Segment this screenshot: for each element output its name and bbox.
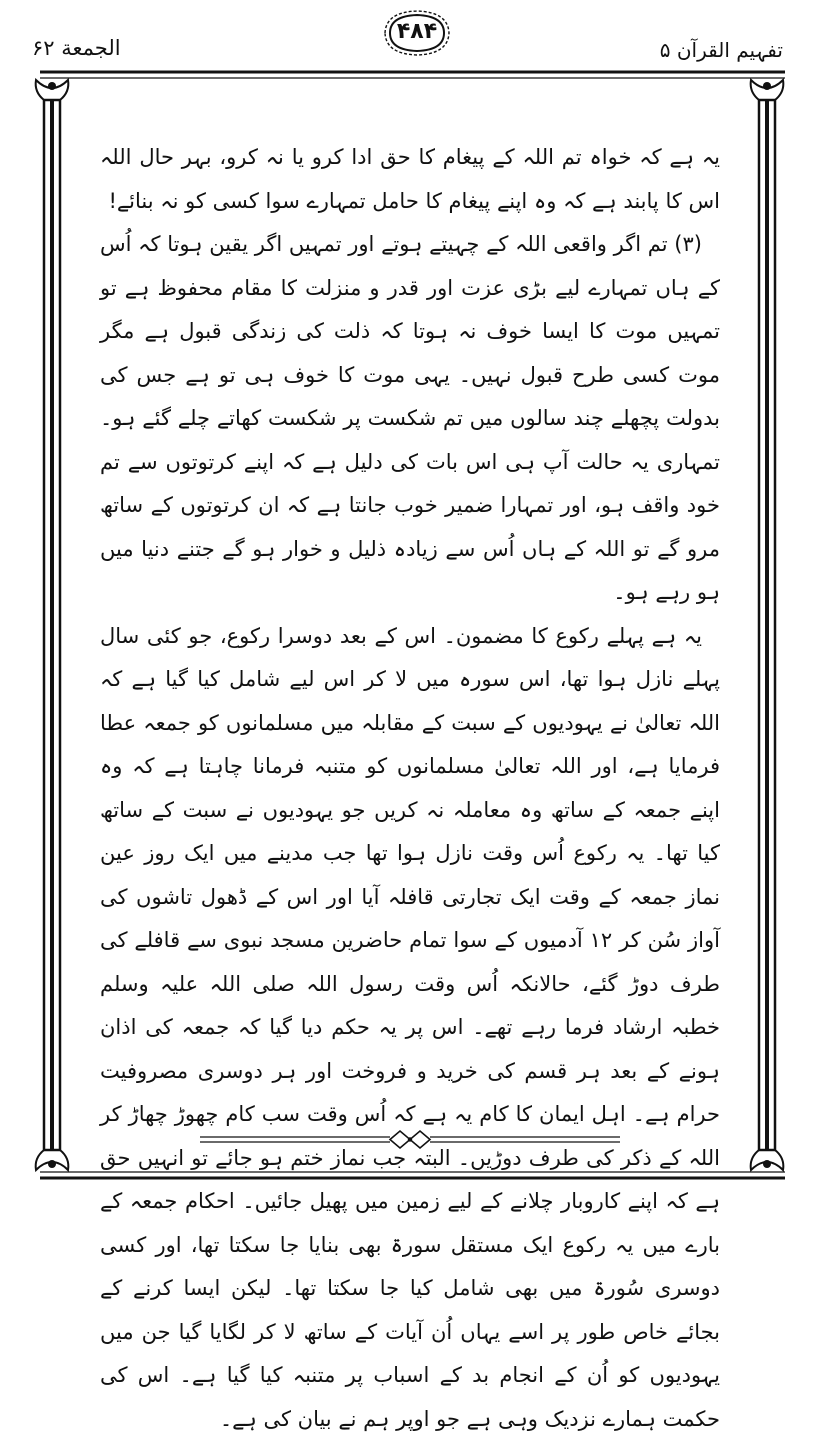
- page-number-medallion: [382, 10, 452, 56]
- paragraph-2: (۳) تم اگر واقعی اللہ کے چہیتے ہوتے اور تمہیں اگر یقین ہوتا کہ اُس کے ہاں تمہارے لیے بڑی عزت اور قدر و منزلت کا مقام محفوظ ہے تو تمہیں موت کا ایسا خوف نہ ہوتا کہ ذلت کی زندگی قبول ہے مگر موت کسی طرح قبول نہیں۔ یہی موت کا خوف ہی تو ہے جس کی بدولت پچھلے چند سالوں میں تم شکست پر شکست کھاتے چلے گئے ہو۔ تمہاری یہ حالت آپ ہی اس بات کی دلیل ہے کہ اپنے کرتوتوں سے تم خود واقف ہو، اور تمہارا ضمیر خوب جانتا ہے کہ ان کرتوتوں کے ساتھ مرو گے تو اللہ کے ہاں اُس سے زیادہ ذلیل و خوار ہو گے جتنے دنیا میں ہو رہے ہو۔: [100, 223, 720, 615]
- surah-label: الجمعة ۶۲: [32, 36, 192, 60]
- page-body: [100, 140, 720, 1080]
- page-number: ۴۸۴: [382, 19, 452, 44]
- paragraph-3: یہ ہے پہلے رکوع کا مضمون۔ اس کے بعد دوسرا رکوع، جو کئی سال پہلے نازل ہوا تھا، اس سورہ میں لا کر اس لیے شامل کیا گیا ہے کہ اللہ تعالیٰ نے یہودیوں کے سبت کے مقابلہ میں مسلمانوں کو جمعہ عطا فرمایا ہے، اور اللہ تعالیٰ مسلمانوں کو متنبہ فرمانا چاہتا ہے کہ وہ اپنے جمعہ کے ساتھ وہ معاملہ نہ کریں جو یہودیوں نے سبت کے ساتھ کیا تھا۔ یہ رکوع اُس وقت نازل ہوا تھا جب مدینے میں ایک روز عین نماز جمعہ کے وقت ایک تجارتی قافلہ آیا اور اس کے ڈھول تاشوں کی آواز سُن کر ۱۲ آدمیوں کے سوا تمام حاضرین مسجد نبوی سے قافلے کی طرف دوڑ گئے، حالانکہ اُس وقت رسول اللہ صلی اللہ علیہ وسلم خطبہ ارشاد فرما رہے تھے۔ اس پر یہ حکم دیا گیا کہ جمعہ کی اذان ہونے کے بعد ہر قسم کی خرید و فروخت اور ہر دوسری مصروفیت حرام ہے۔ اہل ایمان کا کام یہ ہے کہ اُس وقت سب کام چھوڑ چھاڑ کر اللہ کے ذکر کی طرف دوڑیں۔ البتہ جب نماز ختم ہو جائے تو انہیں حق ہے کہ اپنے کاروبار چلانے کے لیے زمین میں پھیل جائیں۔ احکام جمعہ کے بارے میں یہ رکوع ایک مستقل سورۃ بھی بنایا جا سکتا تھا، اور کسی دوسری سُورۃ میں بھی شامل کیا جا سکتا تھا۔ لیکن ایسا کرنے کے بجائے خاص طور پر اسے یہاں اُن آیات کے ساتھ لا کر لگایا گیا جن میں یہودیوں کو اُن کے انجام بد کے اسباب پر متنبہ کیا گیا ہے۔ اس کی حکمت ہمارے نزدیک وہی ہے جو اوپر ہم نے بیان کی ہے۔: [100, 615, 720, 1441]
- paragraph-1: یہ ہے کہ خواہ تم اللہ کے پیغام کا حق ادا کرو یا نہ کرو، بہر حال اللہ اس کا پابند ہے کہ وہ اپنے پیغام کا حامل تمہارے سوا کسی کو نہ بنائے!: [100, 136, 720, 223]
- end-ornament-icon: [200, 1128, 620, 1152]
- running-title: تفہیم القرآن ۵: [583, 38, 783, 62]
